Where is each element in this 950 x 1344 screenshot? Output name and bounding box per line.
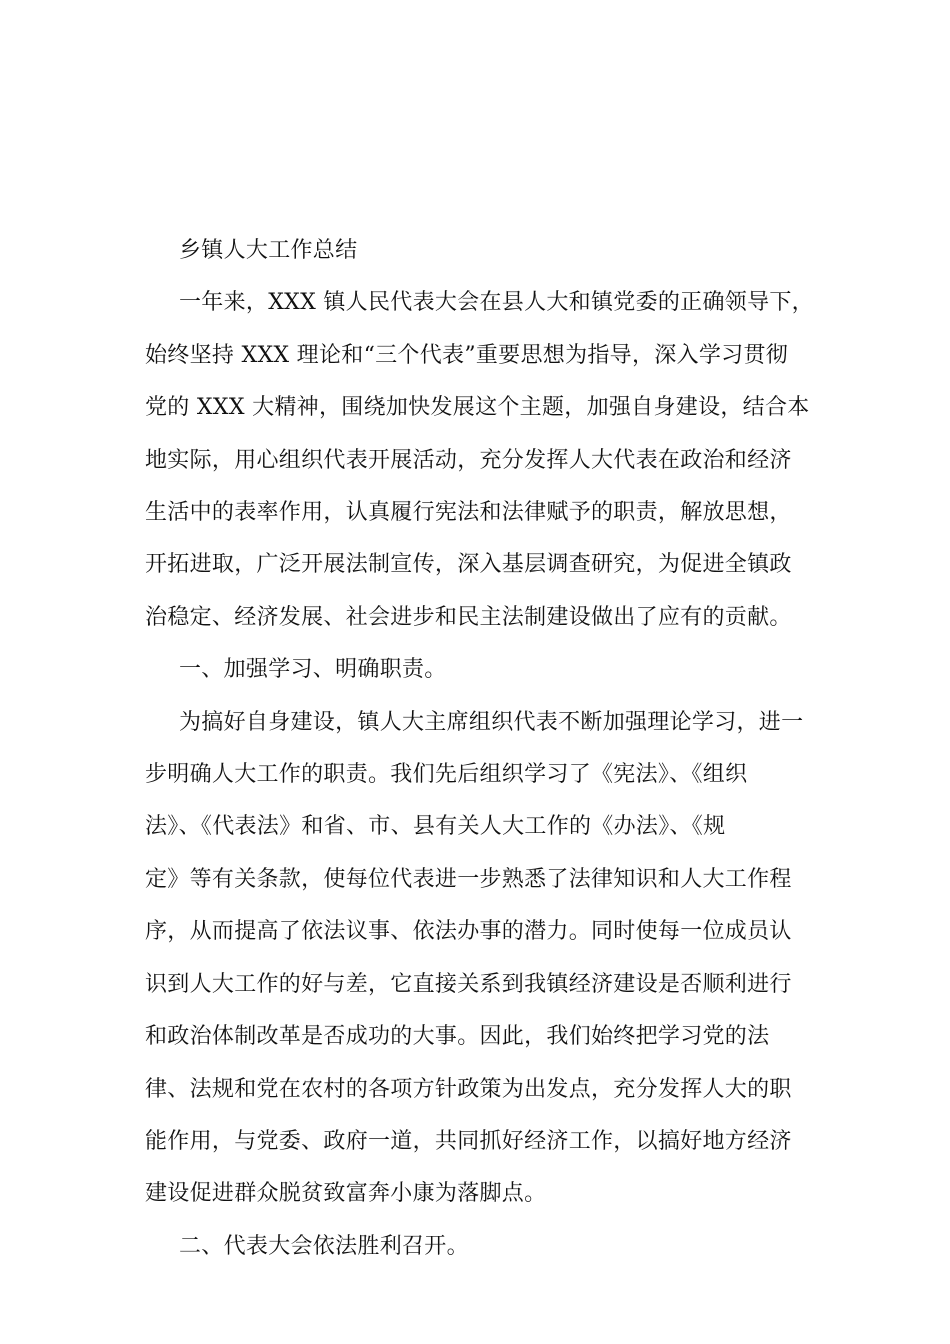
text-line: 识到人大工作的好与差，它直接关系到我镇经济建设是否顺利进行 [145,971,792,997]
text-line: 建设促进群众脱贫致富奔小康为落脚点。 [145,1181,547,1207]
text-line: 始终坚持 XXX 理论和“三个代表”重要思想为指导，深入学习贯彻 [145,342,789,368]
text-line: 治稳定、经济发展、社会进步和民主法制建设做出了应有的贡献。 [145,604,792,630]
heading-text: 一、加强学习、明确职责。 [179,657,447,683]
text-line: 序，从而提高了依法议事、依法办事的潜力。同时使每一位成员认 [145,919,792,945]
paragraph-study [145,697,805,1221]
text-line: 和政治体制改革是否成功的大事。因此，我们始终把学习党的法 [145,1024,770,1050]
document-title [145,225,805,277]
text-line: 党的 XXX 大精神，围绕加快发展这个主题，加强自身建设，结合本 [145,395,810,421]
text-line: 定》等有关条款，使每位代表进一步熟悉了法律知识和人大工作程 [145,866,792,892]
document-body [145,225,814,1273]
section-heading-2 [145,1221,805,1273]
text-line: 为搞好自身建设，镇人大主席组织代表不断加强理论学习，进一 [179,709,804,735]
text-line: 开拓进取，广泛开展法制宣传，深入基层调查研究，为促进全镇政 [145,552,792,578]
title-text: 乡镇人大工作总结 [179,238,358,263]
paragraph-intro [145,277,814,644]
text-line: 生活中的表率作用，认真履行宪法和法律赋予的职责，解放思想， [145,500,792,526]
text-line: 法》、《代表法》和省、市、县有关人大工作的《办法》、《规 [145,814,726,840]
heading-text: 二、代表大会依法胜利召开。 [179,1233,469,1259]
text-line: 步明确人大工作的职责。我们先后组织学习了《宪法》、《组织 [145,762,748,788]
section-heading-1 [145,644,805,696]
text-line: 能作用，与党委、政府一道，共同抓好经济工作，以搞好地方经济 [145,1128,792,1154]
text-line: 一年来，XXX 镇人民代表大会在县人大和镇党委的正确领导下， [179,290,814,316]
text-line: 地实际，用心组织代表开展活动，充分发挥人大代表在政治和经济 [145,447,792,473]
text-line: 律、法规和党在农村的各项方针政策为出发点，充分发挥人大的职 [145,1076,792,1102]
